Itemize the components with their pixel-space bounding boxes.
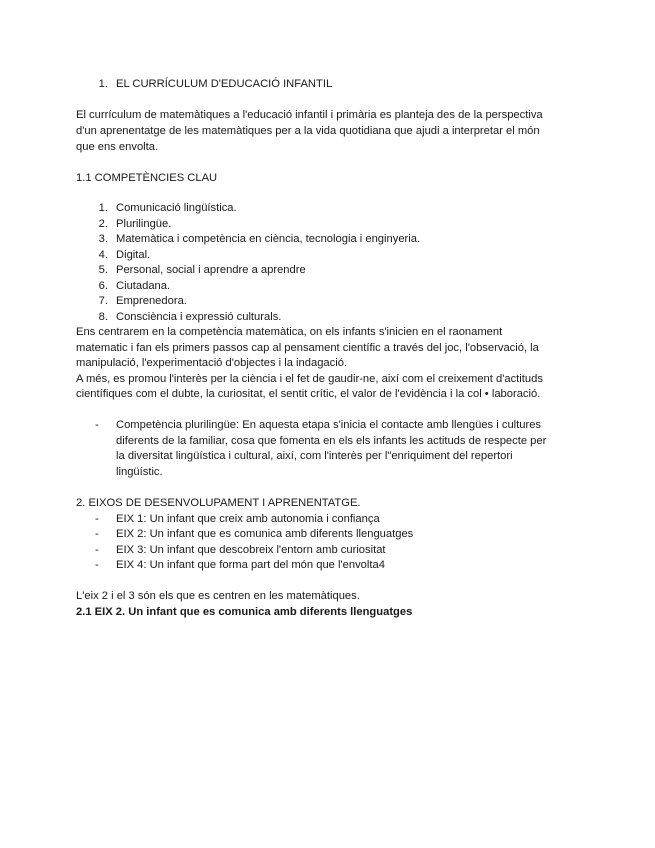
intro-line: que ens envolta. (76, 141, 159, 153)
bullet-dash: - (95, 559, 99, 571)
paragraph-line: manipulació, l'experimentació d'objectes i la indagació. (76, 357, 348, 369)
list-number: 5. (98, 264, 108, 276)
bullet-line: lingüístic. (116, 466, 163, 478)
list-item: Plurilingüe. (116, 218, 172, 230)
bullet-line: Competència plurilingüe: En aquesta etapa s'inicia el contacte amb llengües i cultures (116, 419, 542, 431)
section-2-heading: 2. EIXOS DE DESENVOLUPAMENT I APRENENTATGE. (76, 497, 361, 509)
paragraph-line: científiques com el dubte, la curiositat, el sentit crític, el valor de l'evidència i la col • laboració. (76, 388, 541, 400)
list-item: Digital. (116, 249, 151, 261)
list-item: Matemàtica i competència en ciència, tecnologia i enginyeria. (116, 233, 421, 245)
list-number: 8. (98, 311, 108, 323)
closing-line: L'eix 2 i el 3 són els que es centren en les matemàtiques. (76, 590, 360, 602)
list-number: 7. (98, 295, 108, 307)
bullet-line: la diversitat lingüística i cultural, així, com l'interès per l"enriquiment del repertori (116, 450, 513, 462)
paragraph-line: matematic i fan els primers passos cap al pensament científic a través del joc, l'observació, la (76, 342, 539, 354)
list-item: Comunicació lingüística. (116, 202, 237, 214)
intro-line: El currículum de matemàtiques a l'educació infantil i primària es planteja des de la perspectiva (76, 109, 543, 121)
list-number: 3. (98, 233, 108, 245)
list-item: Personal, social i aprendre a aprendre (116, 264, 306, 276)
list-item: Consciència i expressió culturals. (116, 311, 282, 323)
list-number: 4. (98, 249, 108, 261)
bullet-dash: - (95, 528, 99, 540)
intro-line: d'un aprenentatge de les matemàtiques per a la vida quotidiana que ajudi a interpretar el món (76, 125, 540, 137)
bullet-line: diferents de la familiar, cosa que fomenta en els els infants les actituds de respecte per (116, 435, 547, 447)
list-number: 1. (98, 202, 108, 214)
list-number: 2. (98, 218, 108, 230)
list-item: Ciutadana. (116, 280, 171, 292)
eix-item: EIX 1: Un infant que creix amb autonomia i confiança (116, 513, 380, 525)
eix-item: EIX 2: Un infant que es comunica amb diferents llenguatges (116, 528, 414, 540)
bullet-dash: - (95, 544, 99, 556)
section-2-1-heading: 2.1 EIX 2. Un infant que es comunica amb diferents llenguatges (76, 606, 413, 618)
heading-title: EL CURRÍCULUM D'EDUCACIÓ INFANTIL (116, 78, 333, 90)
eix-item: EIX 3: Un infant que descobreix l'entorn amb curiositat (116, 544, 386, 556)
heading-number: 1. (98, 78, 108, 90)
list-item: Emprenedora. (116, 295, 187, 307)
section-1-1-heading: 1.1 COMPETÈNCIES CLAU (76, 172, 218, 184)
paragraph-line: A més, es promou l'interès per la ciència i el fet de gaudir-ne, així com el creixement d'actituds (76, 373, 543, 385)
eix-item: EIX 4: Un infant que forma part del món que l'envolta4 (116, 559, 385, 571)
bullet-dash: - (95, 419, 99, 431)
paragraph-line: Ens centrarem en la competència matemàtica, on els infants s'inicien en el raonament (76, 326, 503, 338)
list-number: 6. (98, 280, 108, 292)
bullet-dash: - (95, 513, 99, 525)
